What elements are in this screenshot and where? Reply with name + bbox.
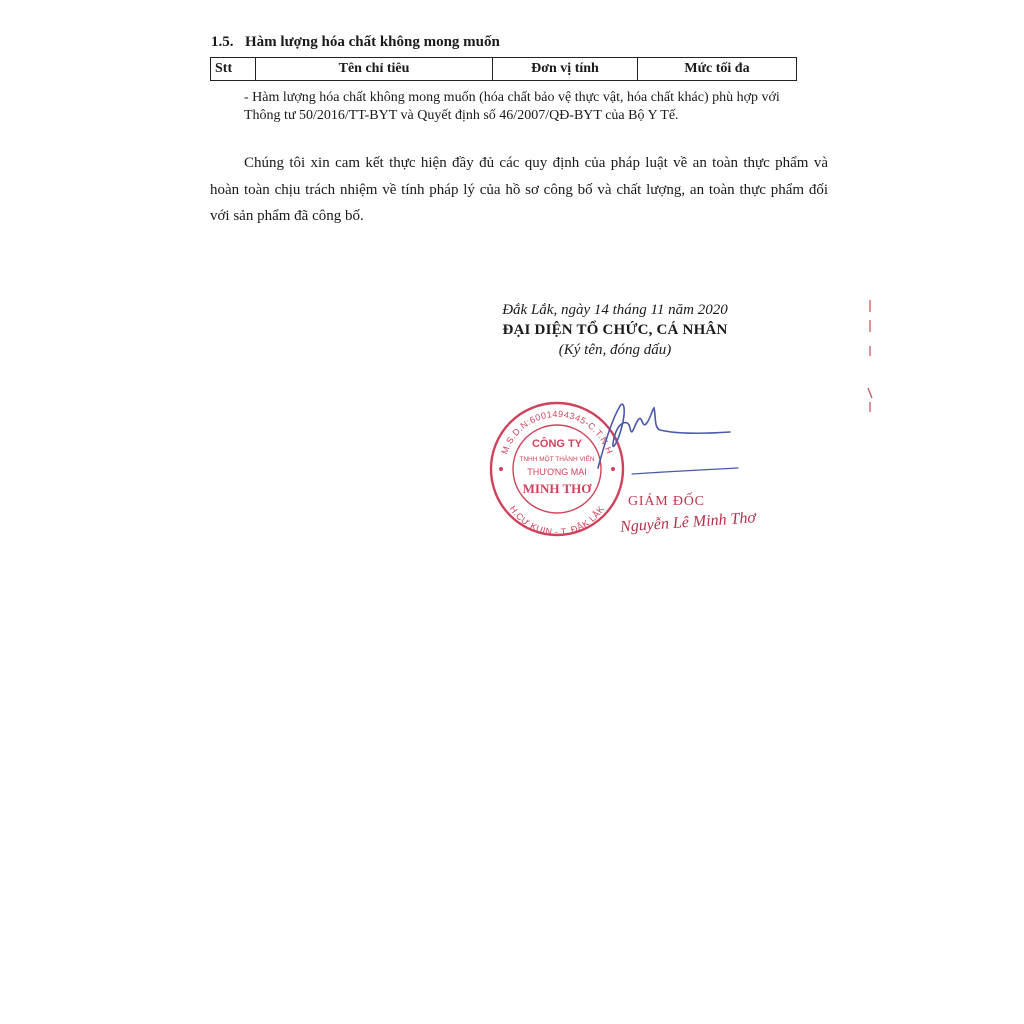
section-number: 1.5. <box>211 34 234 50</box>
place-date: Đắk Lắk, ngày 14 tháng 11 năm 2020 <box>502 302 728 318</box>
commitment-text: Chúng tôi xin cam kết thực hiện đầy đủ các quy định của pháp luật về an toàn thực phẩm và hoàn toàn chịu trách nhiệm về tính pháp lý của hồ sơ công bố và chất lượng, an toàn thực phẩm đối với sản phẩm đã công bố. <box>210 155 828 224</box>
header-max-level: Mức tối đa <box>638 58 797 81</box>
representative-heading: ĐẠI DIỆN TỔ CHỨC, CÁ NHÂN <box>502 322 728 338</box>
stamp-star-left <box>499 467 503 471</box>
compliance-note <box>244 89 804 125</box>
signature-underline <box>632 468 738 474</box>
commitment-paragraph <box>210 150 828 230</box>
margin-scan-marks <box>862 298 882 418</box>
section-heading <box>211 34 500 51</box>
stamp-line-1: CÔNG TY <box>531 438 583 450</box>
stamp-line-2: TNHH MỘT THÀNH VIÊN <box>519 456 595 463</box>
table-header-row <box>211 58 797 81</box>
header-unit: Đơn vị tính <box>493 58 638 81</box>
signer-name: Nguyễn Lê Minh Thơ <box>619 509 757 536</box>
note-line-1: - Hàm lượng hóa chất không mong muốn (hóa chất bảo vệ thực vật, hóa chất khác) phù hợp với <box>244 90 780 105</box>
header-stt: Stt <box>211 58 256 81</box>
stamp-line-4: MINH THƠ <box>522 481 592 496</box>
signature-stroke <box>598 404 730 468</box>
handwritten-signature <box>580 398 740 488</box>
criteria-table <box>210 57 797 81</box>
stamp-ring-top-text: M.S.D.N:6001494345-C.T.N.H <box>499 408 615 456</box>
signer-title: GIÁM ĐỐC <box>628 494 705 509</box>
stamp-line-3: THƯƠNG MẠI <box>527 467 587 477</box>
sign-instruction: (Ký tên, đóng dấu) <box>558 342 672 358</box>
stamp-ring-bottom-text: H.CƯ KUIN - T. ĐẮK LẮK <box>507 503 607 538</box>
header-criterion-name: Tên chỉ tiêu <box>256 58 493 81</box>
signature-block <box>470 300 760 360</box>
note-line-2: Thông tư 50/2016/TT-BYT và Quyết định số 46/2007/QĐ-BYT của Bộ Y Tế. <box>244 108 679 123</box>
section-title: Hàm lượng hóa chất không mong muốn <box>245 34 500 50</box>
